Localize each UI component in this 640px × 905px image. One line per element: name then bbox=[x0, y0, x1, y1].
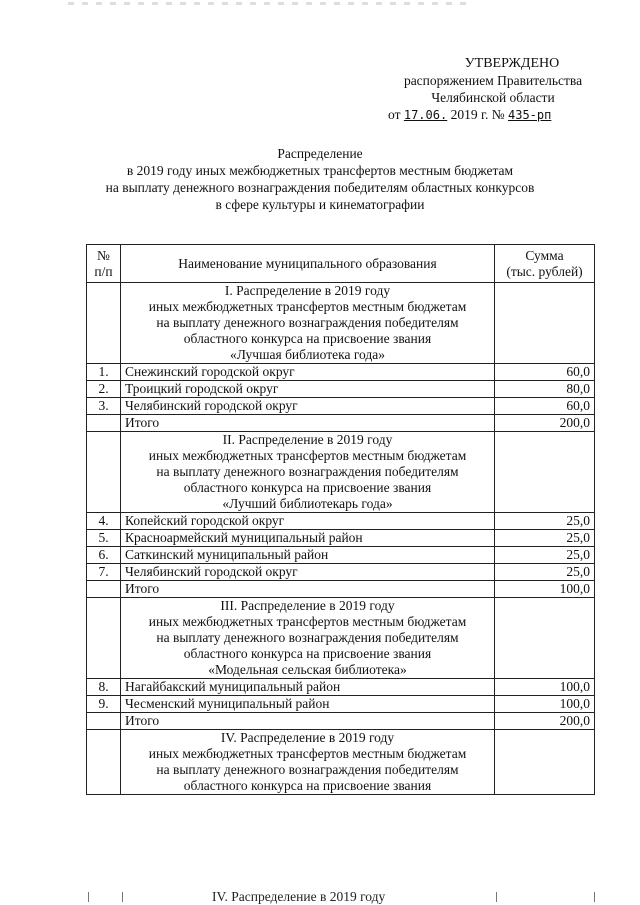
row-num: 4. bbox=[87, 513, 121, 530]
approved-label: УТВЕРЖДЕНО bbox=[464, 56, 560, 71]
row-sum: 25,0 bbox=[495, 547, 595, 564]
table-row bbox=[87, 679, 595, 696]
order-number: 435-рп bbox=[508, 108, 552, 122]
approval-order-line bbox=[386, 106, 600, 124]
scan-noise bbox=[68, 2, 468, 5]
row-name: Саткинский муниципальный район bbox=[121, 547, 495, 564]
row-name: Копейский городской округ bbox=[121, 513, 495, 530]
table-row bbox=[87, 513, 595, 530]
date-prefix: от bbox=[388, 107, 401, 122]
section-heading-row bbox=[87, 598, 595, 679]
row-num: 9. bbox=[87, 696, 121, 713]
row-sum: 100,0 bbox=[495, 696, 595, 713]
table-row bbox=[87, 530, 595, 547]
section-4-heading: IV. Распределение в 2019 году иных межбюджетных трансфертов местным бюджетам на выплату денежного вознаграждения победителям областного конкурса на присвоение звания bbox=[121, 730, 495, 795]
section-3-heading: III. Распределение в 2019 году иных межбюджетных трансфертов местным бюджетам на выплату денежного вознаграждения победителям областного конкурса на присвоение звания «Модельная сельская библиотека» bbox=[121, 598, 495, 679]
table-row bbox=[87, 547, 595, 564]
next-page-text: IV. Распределение в 2019 году bbox=[212, 889, 386, 904]
table-row bbox=[87, 398, 595, 415]
row-sum: 25,0 bbox=[495, 513, 595, 530]
title-line-4: в сфере культуры и кинематографии bbox=[215, 197, 425, 212]
row-name: Нагайбакский муниципальный район bbox=[121, 679, 495, 696]
section-2-heading: II. Распределение в 2019 году иных межбюджетных трансфертов местным бюджетам на выплату денежного вознаграждения победителям областного конкурса на присвоение звания «Лучший библиотекарь года» bbox=[121, 432, 495, 513]
row-sum: 25,0 bbox=[495, 564, 595, 581]
section-heading-row bbox=[87, 432, 595, 513]
section-heading-row bbox=[87, 283, 595, 364]
approval-line-2: Челябинской области bbox=[431, 90, 555, 105]
page-edge-mark bbox=[122, 892, 123, 902]
row-name: Челябинский городской округ bbox=[121, 564, 495, 581]
row-sum: 80,0 bbox=[495, 381, 595, 398]
row-name: Чесменский муниципальный район bbox=[121, 696, 495, 713]
row-num: 7. bbox=[87, 564, 121, 581]
header-sum: Сумма (тыс. рублей) bbox=[495, 245, 595, 283]
document-title bbox=[60, 145, 580, 213]
header-num: № п/п bbox=[87, 245, 121, 283]
date-value: 17.06. bbox=[403, 108, 448, 122]
total-row bbox=[87, 415, 595, 432]
table-row bbox=[87, 381, 595, 398]
row-sum: 25,0 bbox=[495, 530, 595, 547]
table-row bbox=[87, 364, 595, 381]
approval-line-1: распоряжением Правительства bbox=[403, 73, 583, 88]
row-name: Троицкий городской округ bbox=[121, 381, 495, 398]
header-name: Наименование муниципального образования bbox=[121, 245, 495, 283]
row-sum: 60,0 bbox=[495, 398, 595, 415]
table-row bbox=[87, 696, 595, 713]
total-sum: 100,0 bbox=[495, 581, 595, 598]
title-line-3: на выплату денежного вознаграждения победителям областных конкурсов bbox=[105, 180, 535, 195]
total-row bbox=[87, 713, 595, 730]
table-row bbox=[87, 564, 595, 581]
total-sum: 200,0 bbox=[495, 713, 595, 730]
row-name: Челябинский городской округ bbox=[121, 398, 495, 415]
section-1-heading: I. Распределение в 2019 году иных межбюджетных трансфертов местным бюджетам на выплату денежного вознаграждения победителям областного конкурса на присвоение звания «Лучшая библиотека года» bbox=[121, 283, 495, 364]
total-sum: 200,0 bbox=[495, 415, 595, 432]
section-heading-row bbox=[87, 730, 595, 795]
year-text: 2019 г. № bbox=[450, 107, 505, 122]
row-num: 1. bbox=[87, 364, 121, 381]
title-line-1: Распределение bbox=[277, 146, 363, 161]
page-edge-mark bbox=[496, 892, 497, 902]
row-num: 5. bbox=[87, 530, 121, 547]
row-name: Красноармейский муниципальный район bbox=[121, 530, 495, 547]
row-sum: 100,0 bbox=[495, 679, 595, 696]
row-sum: 60,0 bbox=[495, 364, 595, 381]
total-label: Итого bbox=[121, 581, 495, 598]
row-num: 6. bbox=[87, 547, 121, 564]
row-num: 2. bbox=[87, 381, 121, 398]
total-label: Итого bbox=[121, 415, 495, 432]
row-num: 8. bbox=[87, 679, 121, 696]
total-label: Итого bbox=[121, 713, 495, 730]
row-num: 3. bbox=[87, 398, 121, 415]
total-row bbox=[87, 581, 595, 598]
table-header-row bbox=[87, 245, 595, 283]
page-edge-mark bbox=[88, 892, 89, 902]
page-edge-mark bbox=[594, 892, 595, 902]
row-name: Снежинский городской округ bbox=[121, 364, 495, 381]
approval-block bbox=[386, 56, 600, 124]
title-line-2: в 2019 году иных межбюджетных трансфертов местным бюджетам bbox=[126, 163, 514, 178]
distribution-table bbox=[86, 244, 595, 795]
